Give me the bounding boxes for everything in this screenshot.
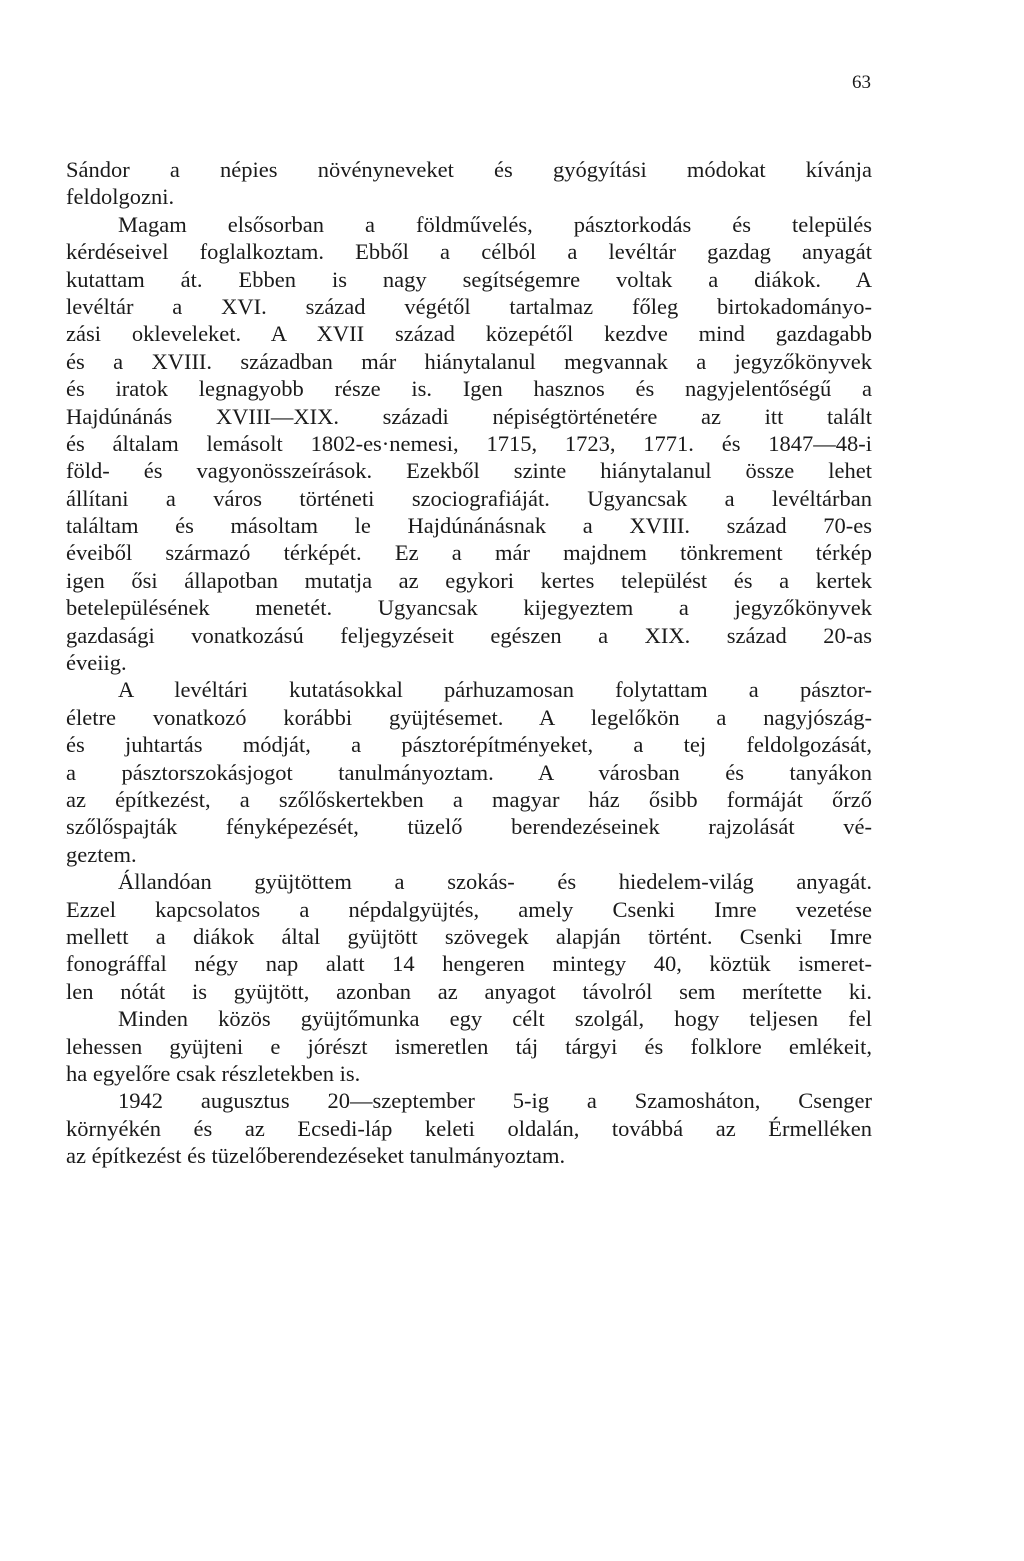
text-line: éveiből származó térképét. Ez a már majdnem tönkrement térkép	[66, 540, 872, 566]
text-line: állítani a város történeti szociografiáját. Ugyancsak a levéltárban	[66, 485, 872, 511]
text-line: ha egyelőre csak részletekben is.	[66, 1060, 361, 1086]
text-line: 1942 augusztus 20—szeptember 5-ig a Szamosháton, Csenger	[118, 1088, 872, 1114]
text-line: levéltár a XVI. század végétől tartalmaz főleg birtokadományo-	[66, 293, 872, 319]
text-line: kutattam át. Ebben is nagy segítségemre voltak a diákok. A	[66, 266, 872, 292]
text-line: igen ősi állapotban mutatja az egykori kertes települést és a kertek	[66, 567, 872, 593]
text-line: a pásztorszokásjogot tanulmányoztam. A városban és tanyákon	[66, 759, 872, 785]
page-number: 63	[852, 72, 871, 93]
text-line: zási okleveleket. A XVII század közepétől kezdve mind gazdagabb	[66, 321, 872, 347]
text-line: kérdéseivel foglalkoztam. Ebből a célból a levéltár gazdag anyagát	[66, 239, 872, 265]
text-line: az építkezést, a szőlőskertekben a magyar ház ősibb formáját őrző	[66, 786, 872, 812]
text-line: Állandóan gyüjtöttem a szokás- és hiedelem-világ anyagát.	[118, 869, 872, 895]
text-line: szőlőspajták fényképezését, tüzelő berendezéseinek rajzolását vé-	[66, 814, 872, 840]
text-line: éveiig.	[66, 650, 127, 676]
text-line: mellett a diákok által gyüjtött szövegek alapján történt. Csenki Imre	[66, 923, 872, 949]
text-line: gazdasági vonatkozású feljegyzéseit egészen a XIX. század 20-as	[66, 622, 872, 648]
text-line: találtam és másoltam le Hajdúnánásnak a XVIII. század 70-es	[66, 513, 872, 539]
text-line: és iratok legnagyobb része is. Igen hasznos és nagyjelentőségű a	[66, 376, 872, 402]
text-line: lehessen gyüjteni e jórészt ismeretlen táj tárgyi és folklore emlékeit,	[66, 1033, 872, 1059]
text-line: betelepülésének menetét. Ugyancsak kijegyeztem a jegyzőkönyvek	[66, 595, 872, 621]
text-line: geztem.	[66, 841, 137, 867]
text-line: Sándor a népies növényneveket és gyógyítási módokat kívánja	[66, 157, 872, 182]
text-line: az építkezést és tüzelőberendezéseket tanulmányoztam.	[66, 1143, 566, 1169]
text-line: Ezzel kapcsolatos a népdalgyüjtés, amely Csenki Imre vezetése	[66, 896, 872, 922]
text-line: környékén és az Ecsedi-láp keleti oldalán, továbbá az Érmelléken	[66, 1115, 872, 1141]
text-line: len nótát is gyüjtött, azonban az anyagot távolról sem merítette ki.	[66, 978, 872, 1004]
text-line: és általam lemásolt 1802-es·nemesi, 1715, 1723, 1771. és 1847—48-i	[66, 430, 872, 456]
text-line: Magam elsősorban a földművelés, pásztorkodás és település	[118, 211, 872, 237]
text-line: Hajdúnánás XVIII—XIX. századi népiségtörténetére az itt talált	[66, 403, 872, 429]
text-line: és juhtartás módját, a pásztorépítményeket, a tej feldolgozását,	[66, 732, 872, 758]
text-line: életre vonatkozó korábbi gyüjtésemet. A legelőkön a nagyjószág-	[66, 704, 872, 730]
body-text	[66, 156, 872, 1169]
text-line: fonográffal négy nap alatt 14 hengeren mintegy 40, köztük ismeret-	[66, 951, 872, 977]
text-line: A levéltári kutatásokkal párhuzamosan folytattam a pásztor-	[118, 677, 872, 703]
text-line: föld- és vagyonösszeírások. Ezekből szinte hiánytalanul össze lehet	[66, 458, 872, 484]
text-line: feldolgozni.	[66, 184, 175, 210]
text-line: és a XVIII. században már hiánytalanul megvannak a jegyzőkönyvek	[66, 348, 872, 374]
text-line: Minden közös gyüjtőmunka egy célt szolgál, hogy teljesen fel	[118, 1006, 872, 1032]
